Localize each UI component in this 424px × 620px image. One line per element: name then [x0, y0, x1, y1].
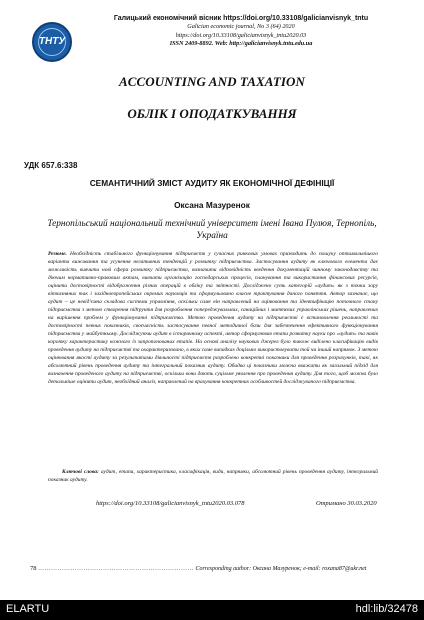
page-footer	[30, 565, 396, 572]
keywords-text: аудит, етапи, характеристика, класифікація, види, напрямки, абсолютний рівень проведення аудиту, інтегральний показник аудиту.	[48, 469, 379, 483]
keywords-label: Ключові слова:	[62, 469, 99, 475]
logo-text: ТНТУ	[38, 36, 66, 47]
footer-dots: ………………………………………………………………	[38, 566, 194, 572]
abstract-label: Резюме.	[48, 251, 67, 257]
journal-issue-line: Galician economic journal, No 3 (64) 2020	[187, 23, 295, 30]
journal-issn-line: ISSN 2409-8892. Web: http://galicianvisnyk.tntu.edu.ua	[169, 40, 313, 47]
udc-code: УДК 657.6:338	[24, 161, 78, 170]
journal-doi-line: https://doi.org/10.33108/galicianvisnyk_tntu2020.03	[175, 31, 307, 39]
corresponding-author: Corresponding author: Оксана Мазуренок; e-mail: roxana87@ukr.net	[195, 566, 367, 572]
abstract-text: Необхідність стабільного функціонування підприємств у сучасних ринкових умовах призводить до пошуку оптимальнішого варіанта виживання та усунення негативних тенденцій у розвитку підприємства. Застосування аудиту як ключового елемента дає можливість вивчити нові сфери розвитку підприємства, визначити відповідність введення документацій чинному законодавству та діючим нормативно-правовим актам, вивчати організацію господарських процесів, планування та використання фінансових ресурсів, оцінити достовірності відображення різних операцій в обліку та звітності. Досліджено суть категорій «аудит» як з точки зору вітчизняних так і західноєвропейських окремих науковців та сформульовано власне трактування даного поняття. Автор зазначає, що аудит – це невід'ємна складова системи управління, оскільки саме він направлений на оцінювання та ідентифікацію поточного стану підприємства з метою створення підґрунтя для розроблення попереджувальних, санаційних і миттєвих управлінських рішень, направлених на вирішення проблем у функціонуванні підприємства. Метою проведення аудиту на підприємстві є встановлення реальності та достовірності певних показників, своєчасність застосування певної методичної бази для забезпечення ефективного функціонування підприємства у майбутньому. Досліджуючи аудит в історичному аспекті, автор сформулював етапи розвитку науки про «аудит» та навів коротку характеристику кожного із запропонованих етапів. На основі аналізу наукових джерел було також виділено класифікацію видів проведення аудиту на підприємстві та охарактеризовано, в яких саме випадках доцільно використовувати той чи інший напрямок. З метою оцінювання якості аудиту за результатами діяльності підприємств розроблено конкретні показники для проведення розрахунків, такі, як абсолютний рівень проведення аудиту та інтегральний показник аудиту. Обидва ці показники можна вважати як загальний підхід для визначення проведеного аудиту на підприємстві, оскільки вони дають суцільне уявлення про проведення аудиту. Для того, щоб можна було детальніше оцінити аудит, необхідний аналіз, направлений на врахування конкретних особливостей досліджуваного підприємства.	[48, 251, 378, 385]
university-logo	[32, 22, 72, 62]
section-title-ua: ОБЛІК І ОПОДАТКУВАННЯ	[127, 106, 297, 121]
article-title: СЕМАНТИЧНИЙ ЗМІСТ АУДИТУ ЯК ЕКОНОМІЧНОЇ ДЕФІНІЦІЇ	[89, 178, 335, 188]
handle-id[interactable]: hdl:lib/32478	[355, 603, 418, 615]
journal-header	[30, 14, 396, 78]
keywords	[48, 468, 378, 484]
article-author: Оксана Мазуренок	[174, 200, 250, 210]
section-title-en: ACCOUNTING AND TAXATION	[118, 74, 305, 89]
journal-title-line: Галицький економічний вісник https://doi.org/10.33108/galicianvisnyk_tntu	[113, 15, 369, 22]
article-doi-link[interactable]: https://doi.org/10.33108/galicianvisnyk_tntu2020.03.078	[96, 500, 245, 507]
repository-bar	[0, 600, 424, 620]
page-number: 78	[30, 565, 37, 572]
repository-name: ELARTU	[6, 603, 50, 615]
received-date: Отримано 30.03.2020	[316, 500, 377, 507]
document-page	[16, 8, 408, 598]
abstract	[48, 250, 378, 386]
journal-info	[86, 14, 396, 49]
author-affiliation: Тернопільський національний технічний університет імені Івана Пулюя, Тернопіль, Україна	[47, 219, 377, 241]
